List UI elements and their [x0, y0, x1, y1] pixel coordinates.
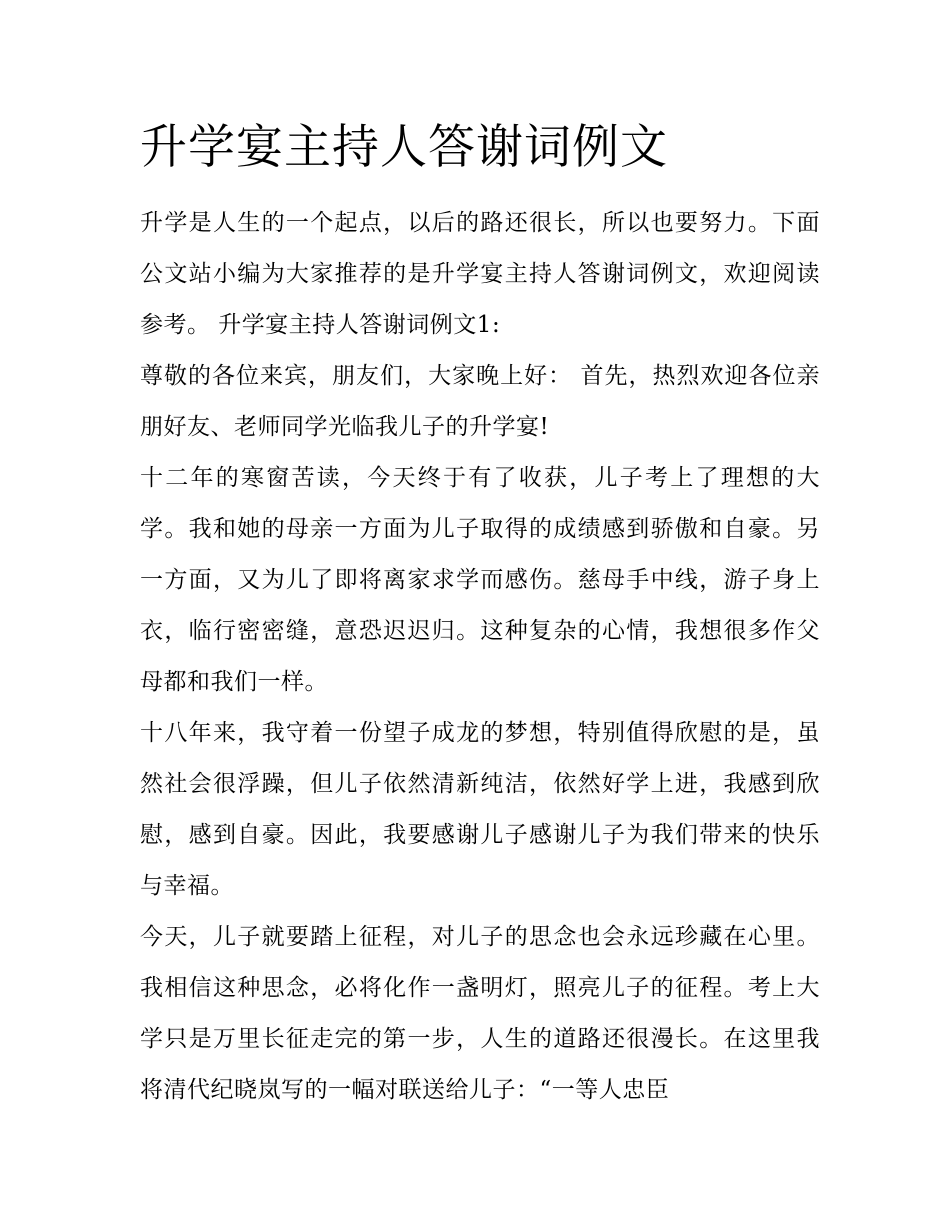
paragraph-today: 今天，儿子就要踏上征程，对儿子的思念也会永远珍藏在心里。我相信这种思念，必将化作一盏明灯，照亮儿子的征程。考上大学只是万里长征走完的第一步，人生的道路还很漫长。在这里我将清代纪晓岚写的一幅对联送给儿子：“一等人忠臣	[140, 924, 820, 1103]
paragraph-eighteen-years: 十八年来，我守着一份望子成龙的梦想，特别值得欣慰的是，虽然社会很浮躁，但儿子依然清新纯洁，依然好学上进，我感到欣慰，感到自豪。因此，我要感谢儿子感谢儿子为我们带来的快乐与幸福。	[140, 720, 820, 899]
document-title: 升学宴主持人答谢词例文	[140, 120, 668, 175]
paragraph-study-years: 十二年的寒窗苦读，今天终于有了收获，儿子考上了理想的大学。我和她的母亲一方面为儿子取得的成绩感到骄傲和自豪。另一方面，又为儿了即将离家求学而感伤。慈母手中线，游子身上衣，临行密密缝，意恐迟迟归。这种复杂的心情，我想很多作父母都和我们一样。	[140, 465, 820, 695]
document-body	[140, 112, 820, 1116]
paragraph-intro: 升学是人生的一个起点，以后的路还很长，所以也要努力。下面公文站小编为大家推荐的是升学宴主持人答谢词例文，欢迎阅读参考。 升学宴主持人答谢词例文1:	[140, 210, 820, 338]
paragraph-greeting: 尊敬的各位来宾，朋友们，大家晚上好： 首先，热烈欢迎各位亲朋好友、老师同学光临我儿子的升学宴!	[140, 363, 820, 440]
